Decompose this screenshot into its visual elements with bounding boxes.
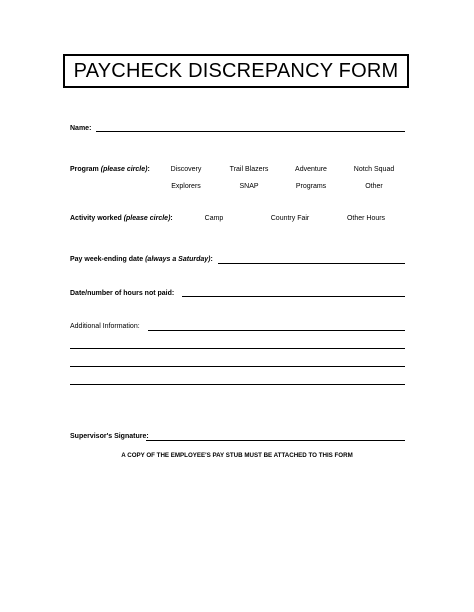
hours-not-paid-field[interactable] <box>182 296 405 297</box>
program-option-programs[interactable]: Programs <box>295 183 327 190</box>
additional-info-line-1[interactable] <box>148 330 405 331</box>
activity-label: Activity worked (please circle): <box>70 215 173 222</box>
footer-note: A COPY OF THE EMPLOYEE'S PAY STUB MUST BE ATTACHED TO THIS FORM <box>121 452 353 459</box>
title-box <box>63 54 409 88</box>
supervisor-signature-field[interactable] <box>146 440 405 441</box>
activity-option-camp[interactable]: Camp <box>204 215 224 222</box>
pay-week-label: Pay week-ending date (always a Saturday): <box>70 256 213 263</box>
program-option-adventure[interactable]: Adventure <box>295 166 327 173</box>
program-option-other[interactable]: Other <box>365 183 383 190</box>
hours-not-paid-label: Date/number of hours not paid: <box>70 290 175 297</box>
program-label: Program (please circle): <box>70 166 150 173</box>
additional-info-line-2[interactable] <box>70 348 405 349</box>
program-option-snap[interactable]: SNAP <box>239 183 259 190</box>
form-title: PAYCHECK DISCREPANCY FORM <box>73 59 399 82</box>
program-option-notch-squad[interactable]: Notch Squad <box>353 166 395 173</box>
name-field[interactable] <box>96 131 405 132</box>
activity-option-country-fair[interactable]: Country Fair <box>270 215 310 222</box>
additional-info-line-3[interactable] <box>70 366 405 367</box>
pay-week-field[interactable] <box>218 263 405 264</box>
activity-option-other-hours[interactable]: Other Hours <box>346 215 386 222</box>
program-option-discovery[interactable]: Discovery <box>170 166 202 173</box>
name-label: Name: <box>70 125 92 132</box>
supervisor-signature-label: Supervisor's Signature: <box>70 433 149 440</box>
additional-info-line-4[interactable] <box>70 384 405 385</box>
program-option-explorers[interactable]: Explorers <box>171 183 201 190</box>
additional-info-label: Additional Information: <box>70 323 140 330</box>
program-option-trail-blazers[interactable]: Trail Blazers <box>229 166 269 173</box>
